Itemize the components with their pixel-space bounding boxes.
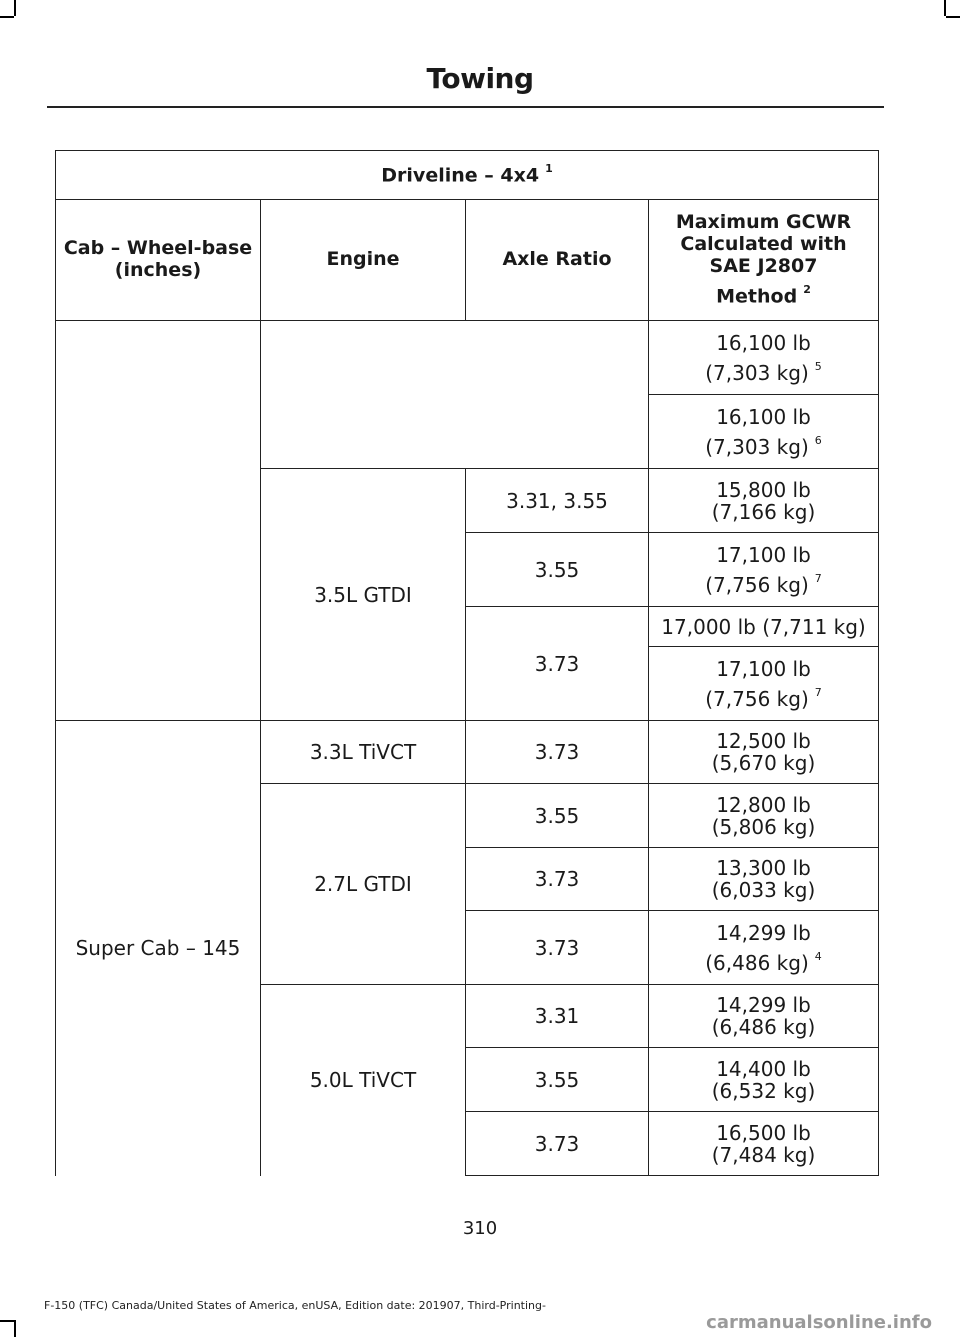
gcwr-lb: 17,100 lb (716, 542, 811, 567)
gcwr-header-line: Maximum GCWR (675, 211, 852, 234)
gcwr-lb: 12,500 lb (716, 729, 811, 753)
axle-cell: 3.73 (466, 848, 649, 911)
axle-cell: 3.73 (466, 721, 649, 784)
column-header-cab: Cab – Wheel-base (inches) (56, 200, 261, 321)
gcwr-table (55, 150, 879, 1176)
gcwr-kg: (6,532 kg) (711, 1078, 816, 1103)
header-divider (47, 106, 884, 108)
engine-cell: 3.3L TiVCT (261, 721, 466, 784)
table-row (56, 721, 879, 784)
gcwr-kg: (5,670 kg) (711, 751, 816, 775)
gcwr-lb: 13,300 lb (716, 856, 811, 880)
gcwr-cell (649, 395, 879, 469)
crop-mark (944, 0, 946, 16)
gcwr-kg: (6,486 kg) (705, 950, 809, 975)
axle-cell: 3.55 (466, 1048, 649, 1112)
table-caption-text: Driveline – 4x4 (381, 164, 540, 187)
column-header-axle: Axle Ratio (466, 200, 649, 321)
gcwr-header-line (653, 282, 874, 308)
gcwr-cell (649, 647, 879, 721)
crop-mark (0, 1320, 14, 1322)
footnote-ref: 7 (814, 685, 822, 699)
table-caption (56, 151, 879, 200)
gcwr-cell (649, 784, 879, 848)
gcwr-lb: 16,100 lb (716, 404, 811, 429)
column-header-engine: Engine (261, 200, 466, 321)
axle-cell: 3.55 (466, 784, 649, 848)
axle-cell: 3.55 (466, 533, 649, 607)
axle-cell: 3.31, 3.55 (466, 469, 649, 533)
cab-cell-empty (56, 321, 261, 721)
gcwr-cell (649, 721, 879, 784)
gcwr-cell (649, 1112, 879, 1176)
gcwr-kg: (7,303 kg) (705, 360, 809, 385)
gcwr-lb: 17,100 lb (716, 656, 811, 681)
engine-cell: 3.5L GTDI (261, 469, 466, 721)
gcwr-kg: (7,166 kg) (711, 499, 816, 524)
footnote-ref: 2 (803, 282, 811, 296)
engine-cell: 5.0L TiVCT (261, 985, 466, 1176)
gcwr-cell (649, 911, 879, 985)
gcwr-kg: (7,484 kg) (711, 1142, 816, 1167)
crop-mark (14, 0, 16, 16)
crop-mark (14, 1320, 16, 1337)
table-row (56, 321, 879, 395)
page-number: 310 (462, 1218, 498, 1239)
footnote-ref: 4 (814, 949, 822, 963)
engine-cell: 2.7L GTDI (261, 784, 466, 985)
gcwr-header-line: SAE J2807 (709, 254, 818, 277)
gcwr-lb: 14,400 lb (716, 1056, 811, 1081)
gcwr-header-method: Method (716, 285, 798, 307)
watermark: carmanualsonline.info (706, 1312, 932, 1333)
gcwr-cell (649, 985, 879, 1048)
crop-mark (946, 16, 960, 18)
gcwr-kg: (7,303 kg) (705, 434, 809, 459)
gcwr-kg: (7,756 kg) (705, 572, 809, 597)
gcwr-kg: (7,756 kg) (705, 686, 809, 711)
gcwr-kg: (5,806 kg) (711, 814, 816, 839)
towing-table-container (55, 150, 878, 1176)
axle-cell: 3.73 (466, 607, 649, 721)
gcwr-cell: 17,000 lb (7,711 kg) (649, 607, 879, 647)
gcwr-lb: 14,299 lb (716, 993, 811, 1017)
gcwr-kg: (6,486 kg) (711, 1015, 816, 1039)
gcwr-cell (649, 1048, 879, 1112)
footnote-ref: 6 (814, 433, 822, 447)
axle-cell: 3.73 (466, 1112, 649, 1176)
footnote-ref: 1 (545, 161, 553, 175)
cab-cell: Super Cab – 145 (56, 721, 261, 1176)
engine-axle-cell-empty (261, 321, 649, 469)
page-title: Towing (426, 62, 534, 95)
gcwr-lb: 12,800 lb (716, 792, 811, 817)
axle-cell: 3.31 (466, 985, 649, 1048)
gcwr-cell (649, 848, 879, 911)
footnote-ref: 7 (814, 571, 822, 585)
gcwr-cell (649, 533, 879, 607)
gcwr-lb: 15,800 lb (716, 477, 811, 502)
crop-mark (0, 16, 14, 18)
footer-text: F-150 (TFC) Canada/United States of America, enUSA, Edition date: 201907, Third-Printing- (44, 1299, 546, 1312)
footnote-ref: 5 (814, 359, 822, 373)
gcwr-lb: 14,299 lb (716, 920, 811, 945)
gcwr-lb: 16,500 lb (716, 1120, 811, 1145)
axle-cell: 3.73 (466, 911, 649, 985)
gcwr-cell (649, 469, 879, 533)
gcwr-kg: (6,033 kg) (711, 878, 816, 902)
gcwr-lb: 16,100 lb (716, 330, 811, 355)
gcwr-header-line: Calculated with (680, 232, 847, 255)
gcwr-cell (649, 321, 879, 395)
column-header-gcwr (649, 200, 879, 321)
